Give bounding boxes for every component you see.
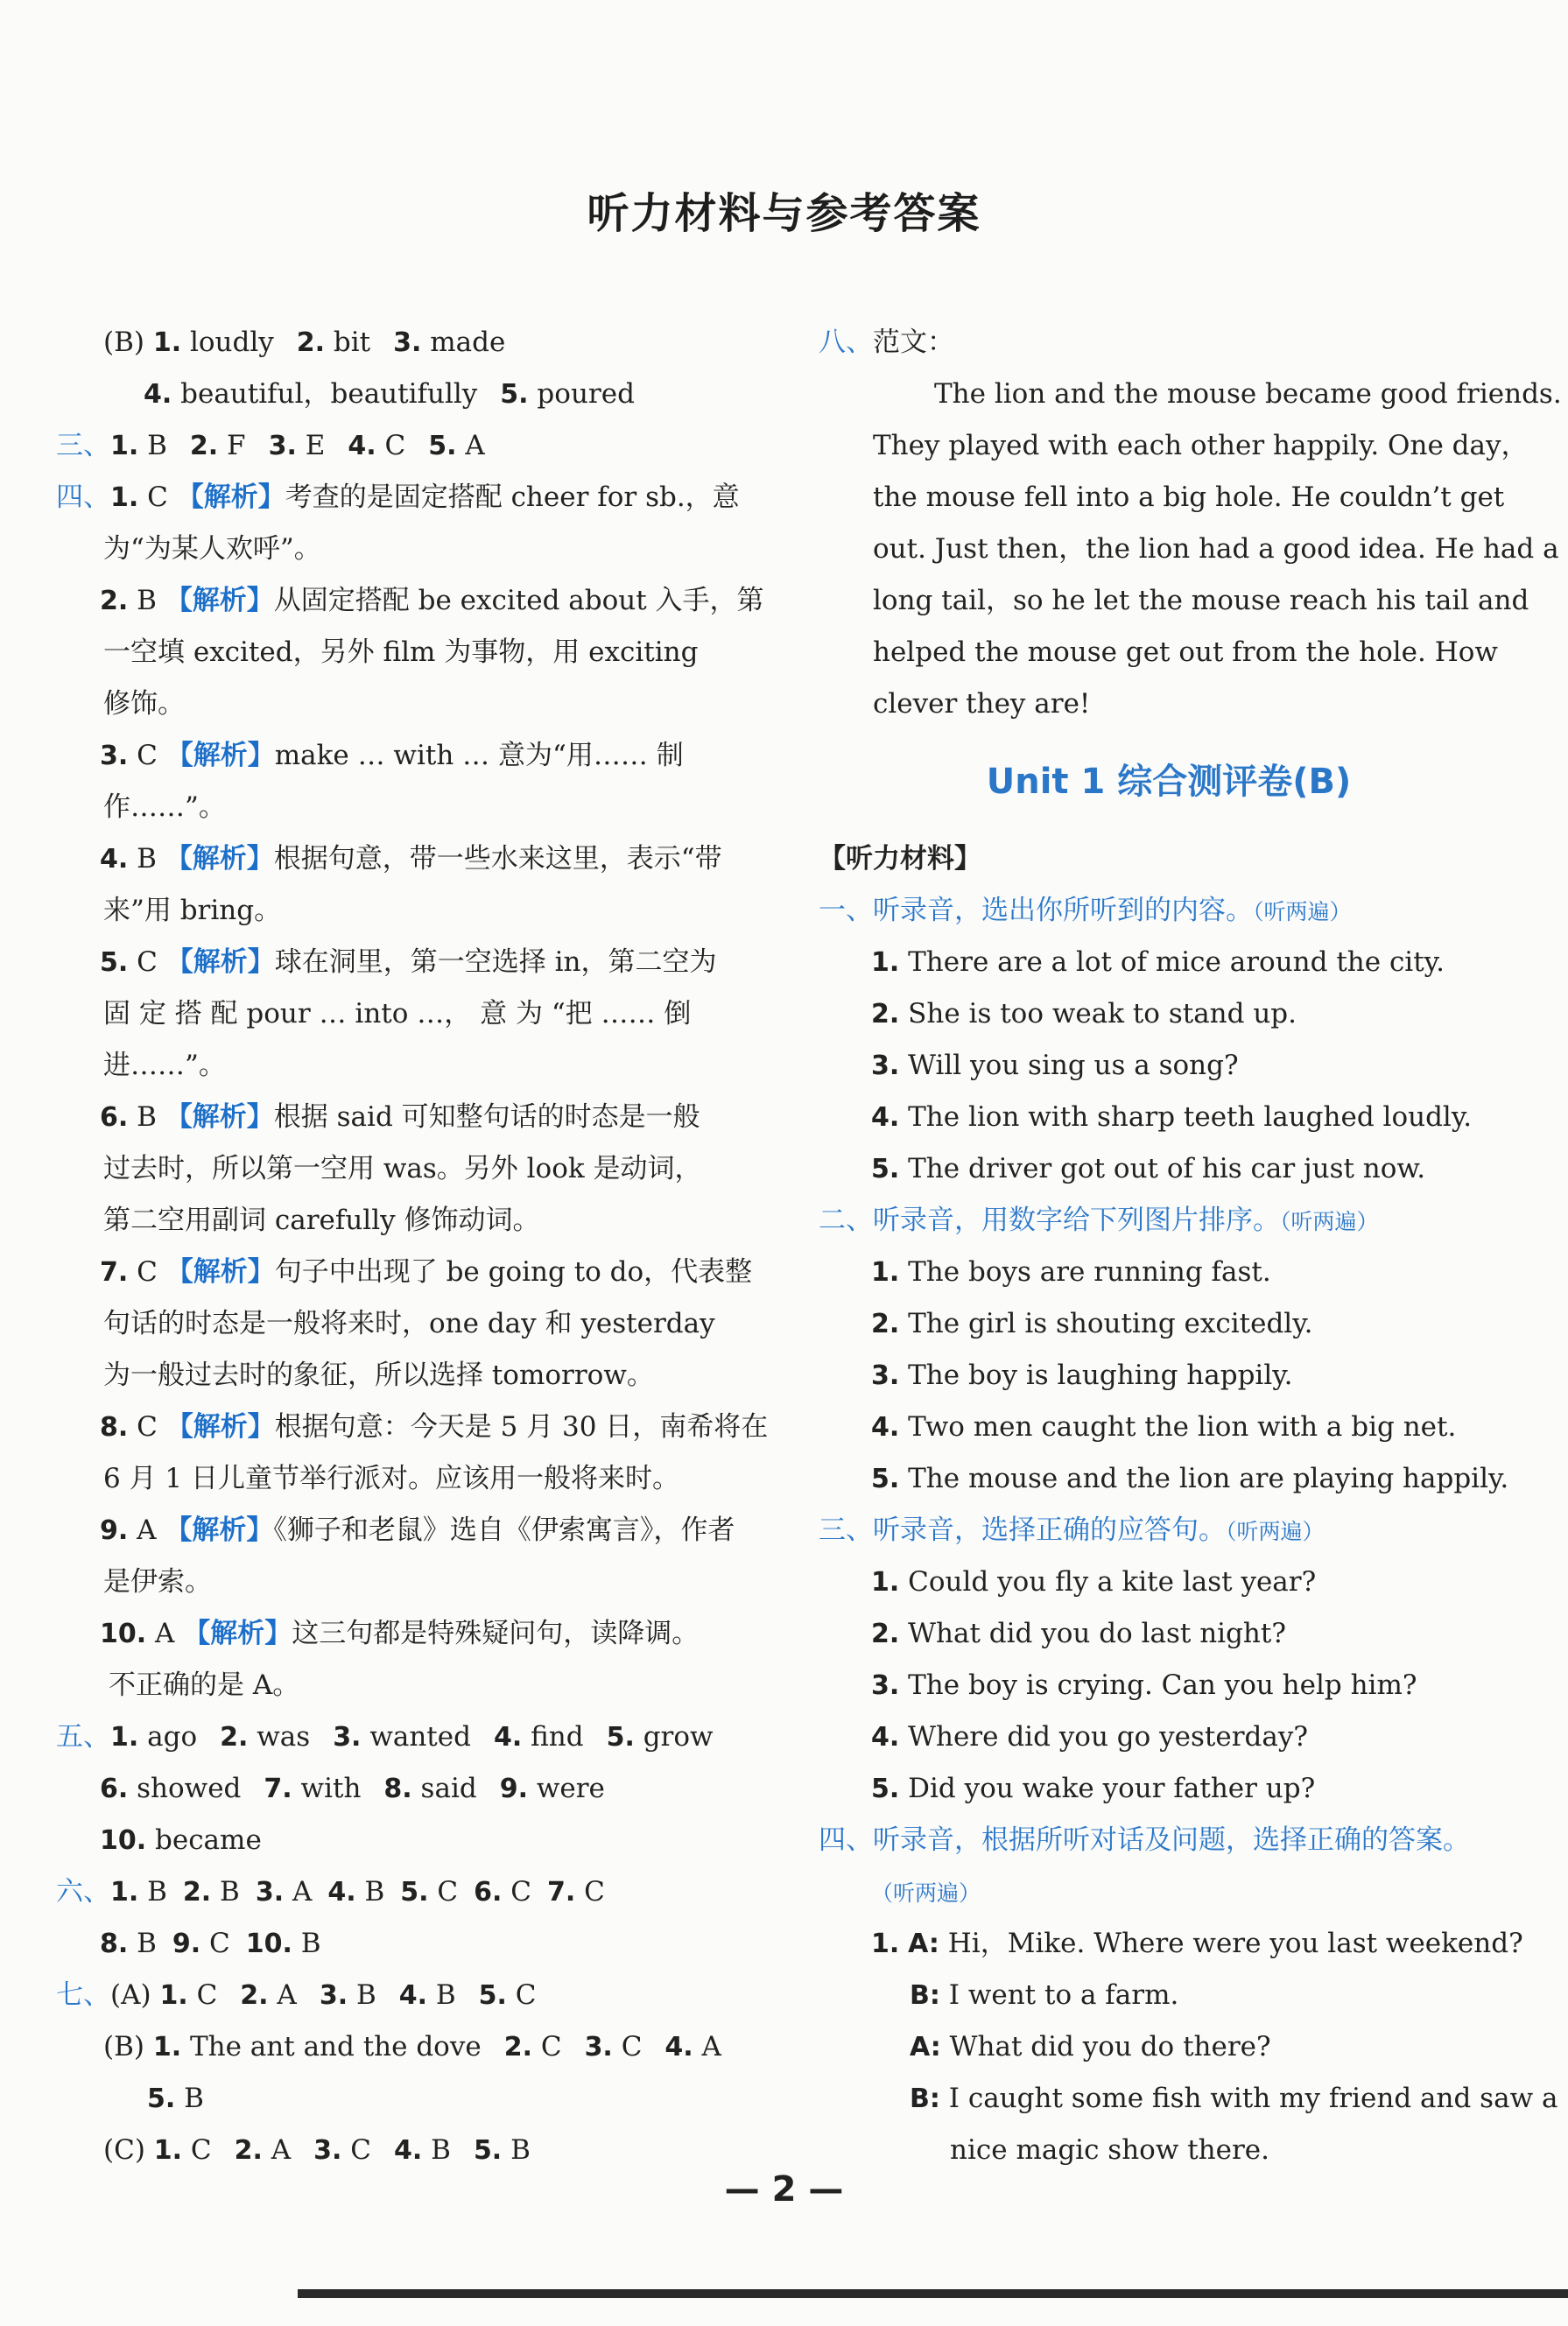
analysis-tag: 【解析】 [165, 1101, 274, 1133]
text-run: Could you fly a kite last year? [899, 1566, 1317, 1598]
essay-line: The lion and the mouse became good friends. [934, 378, 1562, 410]
text-run: Did you wake your father up? [899, 1773, 1316, 1804]
text-run: B [128, 843, 165, 875]
item-number: 5. [478, 1980, 507, 2011]
item-number: A: [910, 2032, 941, 2062]
item-number: 4. [348, 431, 376, 461]
item-number: 2. [296, 327, 326, 358]
text-line [56, 782, 756, 833]
section-label: 二、听录音，用数字给下列图片排序。 [819, 1205, 1280, 1236]
text-line [56, 1608, 756, 1660]
text-run [899, 1928, 908, 1959]
text-line [56, 1247, 756, 1298]
text-run: The boys are running fast. [899, 1256, 1271, 1288]
text-run: C [200, 1928, 230, 1959]
text-run: 从固定搭配 be excited about 入手，第 [273, 585, 764, 616]
text-run: (B) [103, 2031, 153, 2062]
item-number: 3. [319, 1980, 348, 2011]
section-label: 三、听录音，选择正确的应答句。 [819, 1514, 1226, 1546]
essay-line: long tail，so he let the mouse reach his tail and [873, 585, 1529, 616]
text-line [819, 1195, 1519, 1247]
item-number: 4. [493, 1722, 523, 1753]
unit-title: Unit 1 综合测评卷(B) [986, 762, 1352, 802]
item-number: 5. [400, 1877, 429, 1908]
text-line [819, 1815, 1519, 1866]
text-run: find [522, 1721, 584, 1753]
item-number: 6. [100, 1774, 129, 1804]
section-label: 七、 [56, 1979, 110, 2011]
text-run: 过去时，所以第一空用 was。另外 look 是动词， [103, 1153, 702, 1184]
text-line [819, 1143, 1519, 1195]
essay-heading [819, 317, 1519, 369]
item-number: 1. [110, 1877, 139, 1908]
section-label: 四、听录音，根据所听对话及问题，选择正确的答案。 [819, 1824, 1470, 1856]
text-line [819, 1092, 1519, 1143]
text-run: C [341, 2134, 372, 2166]
essay-line: the mouse fell into a big hole. He couldn’t get [873, 481, 1505, 513]
text-line [56, 1350, 756, 1402]
item-number: 4. [144, 379, 172, 410]
text-line [819, 1970, 1519, 2021]
item-number: 3. [871, 1360, 900, 1391]
text-run: were [528, 1773, 605, 1804]
item-number: 7. [547, 1877, 576, 1908]
text-run: B [138, 1876, 167, 1908]
text-line [56, 730, 756, 782]
text-line [56, 1711, 756, 1763]
text-run: 句子中出现了 be going to do，代表整 [274, 1256, 753, 1288]
text-line [56, 1763, 756, 1815]
item-number: 2. [100, 586, 129, 616]
analysis-tag: 【解析】 [183, 1618, 292, 1649]
item-number: 1. [153, 2135, 183, 2166]
text-run: 《狮子和老鼠》选自《伊索寓言》，作者 [273, 1514, 735, 1546]
text-run: Hi，Mike. Where were you last weekend? [939, 1928, 1523, 1959]
text-run: make … with … 意为“用…… 制 [274, 740, 684, 771]
text-run: B [138, 430, 167, 461]
text-run: 进……”。 [103, 1050, 226, 1081]
essay-line: They played with each other happily. One day， [873, 430, 1529, 461]
text-run: 固 定 搭 配 pour … into …， 意 为 “把 …… 倒 [103, 998, 692, 1029]
text-run: C [428, 1876, 459, 1908]
item-number: 2. [871, 999, 900, 1029]
text-run: C [376, 430, 406, 461]
text-run: C [187, 1979, 218, 2011]
text-run: F [218, 430, 246, 461]
item-number: 1. [871, 1567, 900, 1598]
item-number: 9. [100, 1515, 129, 1546]
text-run: poured [528, 378, 635, 410]
text-line [56, 1505, 756, 1557]
text-line [819, 1763, 1519, 1815]
text-line [56, 1866, 756, 1918]
text-run: 不正确的是 A。 [109, 1669, 300, 1701]
analysis-tag: 【解析】 [165, 740, 275, 771]
text-line [56, 627, 756, 678]
text-run: The lion with sharp teeth laughed loudly. [899, 1101, 1473, 1133]
text-run: 根据 said 可知整句话的时态是一般 [273, 1101, 700, 1133]
text-run: E [296, 430, 326, 461]
text-run: 是伊索。 [103, 1566, 212, 1598]
text-line [819, 1711, 1519, 1763]
item-number: 5. [500, 379, 529, 410]
text-line [56, 420, 756, 472]
text-line [56, 524, 756, 575]
text-line [56, 1298, 756, 1350]
text-line [56, 1453, 756, 1505]
text-run: Two men caught the lion with a big net. [899, 1411, 1457, 1443]
text-line [56, 1143, 756, 1195]
text-run: A [128, 1514, 165, 1546]
text-run: 为“为某人欢呼”。 [103, 533, 321, 565]
item-number: 1. [110, 1722, 139, 1753]
text-run: B [292, 1928, 321, 1959]
item-number: 5. [871, 1154, 900, 1184]
text-line [819, 1557, 1519, 1608]
item-number: 1. [152, 2032, 182, 2062]
text-line [56, 1402, 769, 1453]
text-run: nice magic show there. [950, 2134, 1270, 2166]
text-run: 为一般过去时的象征，所以选择 tomorrow。 [103, 1360, 654, 1391]
bottom-rule [298, 2289, 1568, 2298]
text-run: Will you sing us a song? [899, 1050, 1239, 1081]
text-run: The boy is laughing happily. [899, 1360, 1293, 1391]
text-run: The ant and the dove [181, 2031, 482, 2062]
text-run: 这三句都是特殊疑问句，读降调。 [292, 1618, 700, 1649]
text-run: C [128, 1411, 166, 1443]
item-number: B: [910, 2084, 940, 2114]
text-run: B [427, 1979, 456, 2011]
item-number: 9. [172, 1929, 201, 1959]
text-run: C [128, 946, 166, 978]
text-line [56, 1195, 756, 1247]
text-run: I went to a farm. [939, 1979, 1179, 2011]
text-run: B [422, 2134, 451, 2166]
text-line [56, 885, 756, 937]
text-line [56, 1918, 756, 1970]
item-number: 10. [100, 1619, 147, 1649]
text-run: A [456, 430, 485, 461]
text-run: showed [128, 1773, 242, 1804]
item-number: 10. [100, 1825, 147, 1856]
text-run: A [146, 1618, 184, 1649]
text-run: The driver got out of his car just now. [899, 1153, 1426, 1184]
item-number: 4. [100, 844, 129, 875]
text-run: (C) [103, 2134, 154, 2166]
item-number: 8. [100, 1412, 129, 1443]
item-number: 2. [189, 431, 219, 461]
text-line [56, 1815, 756, 1866]
item-number: 3. [313, 2135, 342, 2166]
text-run: I caught some fish with my friend and saw a [939, 2083, 1558, 2114]
item-number: 4. [398, 1980, 428, 2011]
item-number: 2. [871, 1619, 900, 1649]
text-run: with [292, 1773, 362, 1804]
item-number: 2. [503, 2032, 532, 2062]
section-label: （听两遍） [1226, 1519, 1325, 1544]
essay-line: out. Just then，the lion had a good idea. He had a [873, 533, 1559, 565]
analysis-tag: 【解析】 [165, 946, 275, 978]
text-run: C [531, 2031, 562, 2062]
text-run: C [128, 740, 166, 771]
text-run: What did you do last night? [899, 1618, 1286, 1649]
section-label: 三、 [56, 430, 110, 461]
text-line [56, 575, 764, 627]
item-number: 1. [871, 947, 900, 978]
text-run: wanted [361, 1721, 471, 1753]
text-line [56, 1040, 756, 1092]
text-line [819, 1298, 1519, 1350]
text-run: C [575, 1876, 605, 1908]
text-line [819, 1608, 1519, 1660]
item-number: 2. [182, 1877, 212, 1908]
text-line [819, 1505, 1519, 1557]
item-number: 6. [100, 1102, 129, 1133]
section-label: 六、 [56, 1876, 110, 1908]
text-run: The boy is crying. Can you help him? [899, 1669, 1417, 1701]
item-number: 9. [499, 1774, 528, 1804]
text-run: B [502, 2134, 531, 2166]
text-run: made [421, 327, 506, 358]
item-number: 4. [871, 1722, 900, 1753]
item-number: 5. [871, 1464, 900, 1494]
item-number: 3. [584, 2032, 613, 2062]
text-line [56, 472, 756, 524]
right-column [819, 317, 1562, 2176]
text-run: 修饰。 [103, 688, 185, 720]
item-number: 1. [871, 1929, 900, 1959]
item-number: 1. [159, 1980, 188, 2011]
item-number: 4. [327, 1877, 356, 1908]
item-number: 5. [428, 431, 457, 461]
text-run: A [693, 2031, 721, 2062]
item-number: 2. [220, 1722, 249, 1753]
text-run: A [284, 1876, 313, 1908]
text-run: became [146, 1824, 262, 1856]
item-number: 3. [871, 1670, 900, 1701]
text-run: C [128, 1256, 166, 1288]
text-run: C [182, 2134, 212, 2166]
item-number: B: [910, 1980, 940, 2011]
section-label: （听两遍） [1253, 899, 1352, 924]
text-run: 一空填 excited，另外 film 为事物，用 exciting [103, 636, 699, 668]
text-run: 考查的是固定搭配 cheer for sb.，意 [285, 481, 740, 513]
item-number: 5. [147, 2084, 176, 2114]
analysis-tag: 【解析】 [165, 1256, 275, 1288]
item-number: 6. [474, 1877, 503, 1908]
text-line [56, 369, 756, 420]
item-number: 5. [606, 1722, 635, 1753]
text-line [56, 1970, 756, 2021]
model-essay [819, 369, 1562, 730]
section-label: 八、 [819, 327, 873, 358]
item-number: 8. [383, 1774, 412, 1804]
text-run: The girl is shouting excitedly. [899, 1308, 1313, 1339]
text-line [819, 988, 1519, 1040]
analysis-tag: 【解析】 [165, 843, 274, 875]
item-number: 3. [268, 431, 297, 461]
text-run: was [248, 1721, 311, 1753]
item-number: 3. [255, 1877, 285, 1908]
essay-line: helped the mouse get out from the hole. How [873, 636, 1498, 668]
text-line [819, 1866, 1519, 1918]
text-run: What did you do there? [940, 2031, 1271, 2062]
text-line [56, 1660, 756, 1711]
item-number: 8. [100, 1929, 129, 1959]
text-line [56, 1557, 756, 1608]
text-run: B [128, 585, 165, 616]
page-title: 听力材料与参考答案 [587, 189, 981, 238]
text-line [56, 2073, 756, 2125]
item-number: 2. [240, 1980, 269, 2011]
text-run: loudly [181, 327, 274, 358]
item-number: 1. [110, 482, 139, 513]
text-run: B [128, 1928, 157, 1959]
text-run: 6 月 1 日儿童节举行派对。应该用一般将来时。 [103, 1463, 680, 1494]
text-run: 来”用 bring。 [103, 895, 282, 926]
text-run: 根据句意，带一些水来这里，表示“带 [273, 843, 722, 875]
analysis-tag: 【解析】 [165, 1411, 275, 1443]
item-number: 4. [394, 2135, 423, 2166]
text-run: A [268, 1979, 297, 2011]
text-line [56, 317, 756, 369]
text-line [56, 2021, 756, 2073]
text-run: said [411, 1773, 477, 1804]
text-run: (A) [110, 1979, 160, 2011]
text-run: C [506, 1979, 537, 2011]
text-run: 球在洞里，第一空选择 in，第二空为 [274, 946, 717, 978]
analysis-tag: 【解析】 [165, 1514, 274, 1546]
item-number: 1. [871, 1257, 900, 1288]
text-run: B [128, 1101, 165, 1133]
item-number: 2. [234, 2135, 263, 2166]
text-run: 作……”。 [103, 791, 226, 823]
item-number: 5. [100, 947, 129, 978]
text-line [56, 988, 756, 1040]
section-label: （听两遍） [1280, 1209, 1379, 1234]
item-number: 1. [152, 327, 182, 358]
item-number: 4. [871, 1412, 900, 1443]
text-run: ago [138, 1721, 198, 1753]
text-run: C [502, 1876, 532, 1908]
listening-label: 【听力材料】 [819, 843, 981, 875]
text-run: C [138, 481, 177, 513]
text-run: Where did you go yesterday? [899, 1721, 1308, 1753]
item-number: 5. [473, 2135, 503, 2166]
item-number: 7. [264, 1774, 292, 1804]
item-number: 1. [110, 431, 139, 461]
page-number: — 2 — [724, 2169, 844, 2210]
text-line [56, 833, 756, 885]
text-run: 范文： [873, 327, 954, 358]
item-number: A: [908, 1929, 939, 1959]
left-column [56, 317, 769, 2176]
text-run: The mouse and the lion are playing happily. [899, 1463, 1509, 1494]
section-label: 一、听录音，选出你所听到的内容。 [819, 895, 1253, 926]
text-run: A [262, 2134, 292, 2166]
item-number: 4. [664, 2032, 693, 2062]
text-run: She is too weak to stand up. [899, 998, 1297, 1029]
text-run: B [348, 1979, 376, 2011]
text-run: beautiful，beautifully [172, 378, 478, 410]
text-line [819, 937, 1519, 988]
text-run: B [175, 2083, 204, 2114]
item-number: 3. [393, 327, 422, 358]
text-run: B [355, 1876, 385, 1908]
text-line [56, 678, 756, 730]
item-number: 3. [100, 741, 129, 771]
text-line [819, 1918, 1523, 1970]
text-run: grow [634, 1721, 714, 1753]
text-run: 根据句意：今天是 5 月 30 日，南希将在 [274, 1411, 769, 1443]
text-line [819, 1402, 1519, 1453]
section-label: （听两遍） [871, 1880, 981, 1906]
text-line [819, 1453, 1519, 1505]
item-number: 2. [871, 1309, 900, 1339]
item-number: 7. [100, 1257, 129, 1288]
item-number: 3. [333, 1722, 362, 1753]
item-number: 10. [245, 1929, 292, 1959]
analysis-tag: 【解析】 [176, 481, 285, 513]
item-number: 4. [871, 1102, 900, 1133]
text-run: 句话的时态是一般将来时，one day 和 yesterday [103, 1308, 715, 1339]
essay-line: clever they are! [873, 688, 1091, 720]
text-line [819, 2073, 1558, 2125]
listening-material [819, 885, 1558, 2176]
text-line [819, 885, 1519, 937]
text-line [56, 1092, 756, 1143]
text-run: C [612, 2031, 643, 2062]
text-run: 第二空用副词 carefully 修饰动词。 [103, 1205, 540, 1236]
section-label: 五、 [56, 1721, 110, 1753]
text-line [56, 937, 756, 988]
text-line [819, 2021, 1519, 2073]
text-line [819, 1040, 1519, 1092]
analysis-tag: 【解析】 [165, 585, 274, 616]
item-number: 3. [871, 1051, 900, 1081]
item-number: 5. [871, 1774, 900, 1804]
text-run: There are a lot of mice around the city. [899, 946, 1445, 978]
text-run: B [211, 1876, 240, 1908]
text-run: (B) [103, 327, 153, 358]
text-line [819, 1350, 1519, 1402]
section-label: 四、 [56, 481, 110, 513]
text-run: bit [325, 327, 371, 358]
text-line [819, 1660, 1519, 1711]
text-line [819, 1247, 1519, 1298]
